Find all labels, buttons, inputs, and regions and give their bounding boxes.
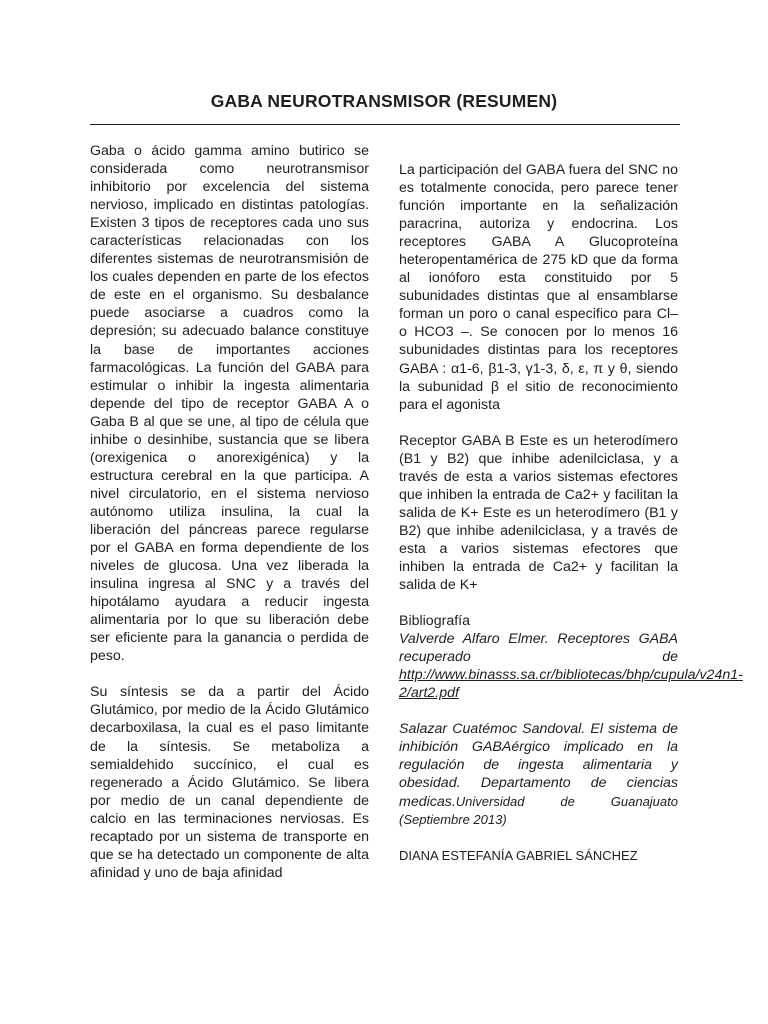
paragraph-gaba-overview: Gaba o ácido gamma amino butirico se considerada como neurotransmisor inhibitorio por excelencia del sistema nervioso, implicado en distintas patologías. Existen 3 tipos de receptores cada uno sus características relacionadas con los diferentes sistemas de neurotransmisión de los cuales dependen en parte de los efectos de este en el organismo. Su desbalance puede asociarse a cuadros como la depresión; su adecuado balance constituye la base de importantes acciones farmacológicas. La función del GABA para estimular o inhibir la ingesta alimentaria depende del tipo de receptor GABA A o Gaba B al que se une, al tipo de célula que inhibe o desinhibe, sustancia que se libera (orexigenica o anorexigénica) y la estructura cerebral en la que participa. A nivel circulatorio, en el sistema nervioso autónomo utiliza insulina, la cual la liberación del páncreas parece regularse por el GABA en forma dependiente de los niveles de glucosa. Una vez liberada la insulina ingresa al SNC y a través del hipotálamo ayudara a reducir ingesta alimentaria por lo que su liberación debe ser eficiente para la ganancia o perdida de peso.	[90, 143, 369, 665]
bibliography-entry-2-text: Salazar Cuatémoc Sandoval. El sistema de inhibición GABAérgico implicado en la regulación de ingesta alimentaria y obesidad. Departamento de ciencias medicas.	[399, 721, 678, 810]
bibliography-entry-2-institution: Universidad de Guanajuato (Septiembre 2013)	[399, 793, 678, 827]
right-column	[399, 161, 743, 865]
page-title: GABA NEUROTRANSMISOR (RESUMEN)	[210, 91, 558, 111]
bibliography-entry-2	[399, 720, 678, 828]
paragraph-gaba-receptor-b: Receptor GABA B Este es un heterodímero (B1 y B2) que inhibe adenilciclasa, y a través de esta a varios sistemas efectores que inhiben la entrada de Ca2+ y facilitan la salida de K+ Este es un heterodímero (B1 y B2) que inhibe adenilciclasa, y a través de esta a varios sistemas efectores que inhiben la entrada de Ca2+ y facilitan la salida de K+	[399, 432, 678, 594]
bibliography-entry-1-text: Valverde Alfaro Elmer. Receptores GABA recuperado de	[399, 631, 678, 666]
paragraph-gaba-receptors-a: La participación del GABA fuera del SNC no es totalmente conocida, pero parece tener función importante en la señalización paracrina, autoriza y endocrina. Los receptores GABA A Glucoproteína heteropentamérica de 275 kD que da forma al ionóforo esta constituido por 5 subunidades distintas que al ensamblarse forman un poro o canal especifico para Cl– o HCO3 –. Se conocen por lo menos 16 subunidades distintas para los receptores GABA : α1-6, β1-3, γ1-3, δ, ε, π y θ, siendo la subunidad β el sitio de reconocimiento para el agonista	[399, 162, 678, 413]
author-name: DIANA ESTEFANÍA GABRIEL SÁNCHEZ	[399, 847, 638, 863]
title-divider	[90, 124, 680, 125]
bibliography-entry-1	[399, 630, 743, 702]
bibliography-link[interactable]: http://www.binasss.sa.cr/bibliotecas/bhp/cupula/v24n1-2/art2.pdf	[399, 667, 743, 702]
paragraph-gaba-synthesis: Su síntesis se da a partir del Ácido Glutámico, por medio de la Ácido Glutámico decarboxilasa, la cual es el paso limitante de la síntesis. Se metaboliza a semialdehido succínico, el cual es regenerado a Ácido Glutámico. Se libera por medio de un canal dependiente de calcio en las terminaciones nerviosas. Es recaptado por un sistema de transporte en que se ha detectado un componente de alta afinidad y uno de baja afinidad	[90, 684, 369, 881]
left-column	[90, 142, 369, 882]
bibliography-heading: Bibliografía	[399, 613, 470, 630]
